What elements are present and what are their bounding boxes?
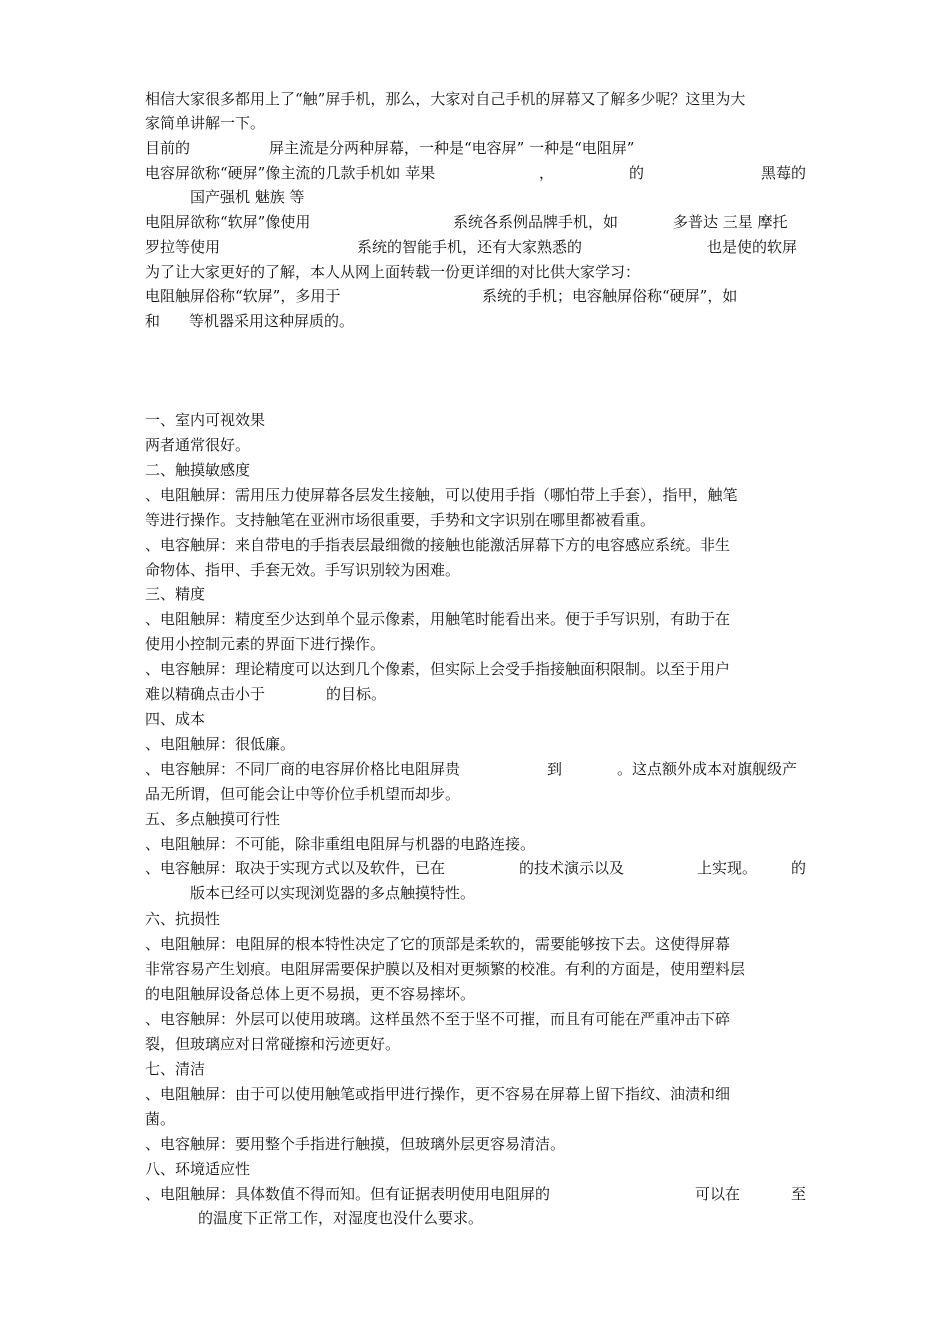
section-5-capacitive-line-2: 版本已经可以实现浏览器的多点触摸特性。 [190, 884, 476, 902]
section-3-capacitive-line-2-a: 难以精确点击小于 [145, 685, 266, 703]
intro-line-4-c: 的 [629, 164, 645, 182]
section-7-resistive-line-2: 菌。 [145, 1110, 176, 1128]
section-7-capacitive-line-1: 、电容触屏：要用整个手指进行触摸，但玻璃外层更容易清洁。 [145, 1135, 566, 1153]
section-6-capacitive-line-2: 裂，但玻璃应对日常碰擦和污迹更好。 [145, 1035, 401, 1053]
section-5-capacitive-line-1-a: 、电容触屏：取决于实现方式以及软件，已在 [145, 859, 446, 877]
section-8-resistive-line-1-c: 至 [791, 1185, 807, 1203]
intro-line-4-d: 黑莓的 [761, 164, 807, 182]
section-5-capacitive-line-1 [145, 857, 810, 879]
section-6-resistive-line-2: 非常容易产生划痕。电阻屏需要保护膜以及相对更频繁的校准。有利的方面是，使用塑料层 [145, 960, 746, 978]
section-2-capacitive-line-1: 、电容触屏：来自带电的手指表层最细微的接触也能激活屏幕下方的电容感应系统。非生 [145, 536, 731, 554]
intro-line-10-a: 和 [145, 312, 161, 330]
section-5-capacitive-line-1-b: 的技术演示以及 [519, 859, 625, 877]
section-8-resistive-line-1-b: 可以在 [695, 1185, 741, 1203]
section-4-capacitive-line-1-b: 到 [547, 760, 563, 778]
intro-line-2: 家简单讲解一下。 [145, 114, 266, 132]
section-8-resistive-line-1 [145, 1183, 810, 1205]
section-4-capacitive-line-2: 品无所谓，但可能会让中等价位手机望而却步。 [145, 785, 461, 803]
intro-line-1: 相信大家很多都用上了“触”屏手机，那么，大家对自己手机的屏幕又了解多少呢？这里为大 [145, 90, 746, 108]
section-7-resistive-line-1: 、电阻触屏：由于可以使用触笔或指甲进行操作，更不容易在屏幕上留下指纹、油渍和细 [145, 1085, 731, 1103]
section-8-resistive-line-1-a: 、电阻触屏：具体数值不得而知。但有证据表明使用电阻屏的 [145, 1185, 551, 1203]
section-3-capacitive-line-1: 、电容触屏：理论精度可以达到几个像素，但实际上会受手指接触面积限制。以至于用户 [145, 660, 731, 678]
section-3-title: 三、精度 [145, 585, 206, 603]
section-5-capacitive-line-1-c: 上实现。 [697, 859, 758, 877]
section-4-capacitive-line-1-a: 、电容触屏：不同厂商的电容屏价格比电阻屏贵 [145, 760, 461, 778]
intro-line-8: 为了让大家更好的了解，本人从网上面转载一份更详细的对比供大家学习： [145, 263, 641, 281]
section-2-title: 二、触摸敏感度 [145, 461, 251, 479]
section-2-resistive-line-2: 等进行操作。支持触笔在亚洲市场很重要，手势和文字识别在哪里都被看重。 [145, 511, 656, 529]
intro-line-9-a: 电阻触屏俗称“软屏”，多用于 [145, 287, 341, 305]
section-4-title: 四、成本 [145, 710, 206, 728]
section-3-capacitive-line-2 [145, 683, 445, 705]
section-5-title: 五、多点触摸可行性 [145, 810, 281, 828]
intro-line-5: 国产强机 魅族 等 [190, 188, 305, 206]
section-1-text: 两者通常很好。 [145, 436, 251, 454]
section-5-capacitive-line-1-d: 的 [791, 859, 807, 877]
intro-line-6 [145, 211, 810, 233]
section-6-title: 六、抗损性 [145, 910, 221, 928]
section-3-resistive-line-2: 使用小控制元素的界面下进行操作。 [145, 635, 386, 653]
intro-line-4-a: 电容屏欲称“硬屏”像主流的几款手机如 苹果 [145, 164, 436, 182]
intro-line-7-b: 系统的智能手机，还有大家熟悉的 [357, 238, 583, 256]
intro-line-6-b: 系统各系例品牌手机，如 [453, 213, 619, 231]
intro-line-6-a: 电阻屏欲称“软屏”像使用 [145, 213, 311, 231]
section-4-capacitive-line-1-c: 。这点额外成本对旗舰级产 [617, 760, 798, 778]
section-6-resistive-line-1: 、电阻触屏：电阻屏的根本特性决定了它的顶部是柔软的，需要能够按下去。这使得屏幕 [145, 935, 731, 953]
section-3-resistive-line-1: 、电阻触屏：精度至少达到单个显示像素，用触笔时能看出来。便于手写识别，有助于在 [145, 610, 731, 628]
intro-line-7-c: 也是使的软屏 [707, 238, 798, 256]
section-8-title: 八、环境适应性 [145, 1160, 251, 1178]
intro-line-7 [145, 236, 810, 258]
section-6-capacitive-line-1: 、电容触屏：外层可以使用玻璃。这样虽然不至于坚不可摧，而且有可能在严重冲击下碎 [145, 1010, 731, 1028]
intro-line-4-b: ， [539, 164, 555, 182]
intro-line-7-a: 罗拉等使用 [145, 238, 221, 256]
section-2-capacitive-line-2: 命物体、指甲、手套无效。手写识别较为困难。 [145, 561, 461, 579]
intro-line-10-b: 等机器采用这种屏质的。 [189, 312, 355, 330]
section-5-resistive-line-1: 、电阻触屏：不可能，除非重组电阻屏与机器的电路连接。 [145, 835, 536, 853]
section-2-resistive-line-1: 、电阻触屏：需用压力使屏幕各层发生接触，可以使用手指（哪怕带上手套），指甲，触笔 [145, 486, 738, 504]
intro-line-10 [145, 310, 385, 332]
intro-line-6-c: 多普达 三星 摩托 [673, 213, 788, 231]
intro-line-3 [145, 137, 805, 159]
section-4-capacitive-line-1 [145, 758, 810, 780]
section-8-resistive-line-2: 的温度下正常工作，对湿度也没什么要求。 [198, 1209, 484, 1227]
section-4-resistive-line-1: 、电阻触屏：很低廉。 [145, 735, 296, 753]
section-6-resistive-line-3: 的电阻触屏设备总体上更不易损，更不容易摔坏。 [145, 985, 476, 1003]
section-7-title: 七、清洁 [145, 1060, 206, 1078]
section-1-title: 一、室内可视效果 [145, 411, 266, 429]
intro-line-4 [145, 162, 810, 184]
intro-line-3-a: 目前的 [145, 139, 191, 157]
intro-line-9-b: 系统的手机；电容触屏俗称“硬屏”，如 [482, 287, 738, 305]
intro-line-9 [145, 285, 785, 307]
section-3-capacitive-line-2-b: 的目标。 [326, 685, 387, 703]
intro-line-3-b: 屏主流是分两种屏幕，一种是“电容屏” 一种是“电阻屏” [269, 139, 635, 157]
